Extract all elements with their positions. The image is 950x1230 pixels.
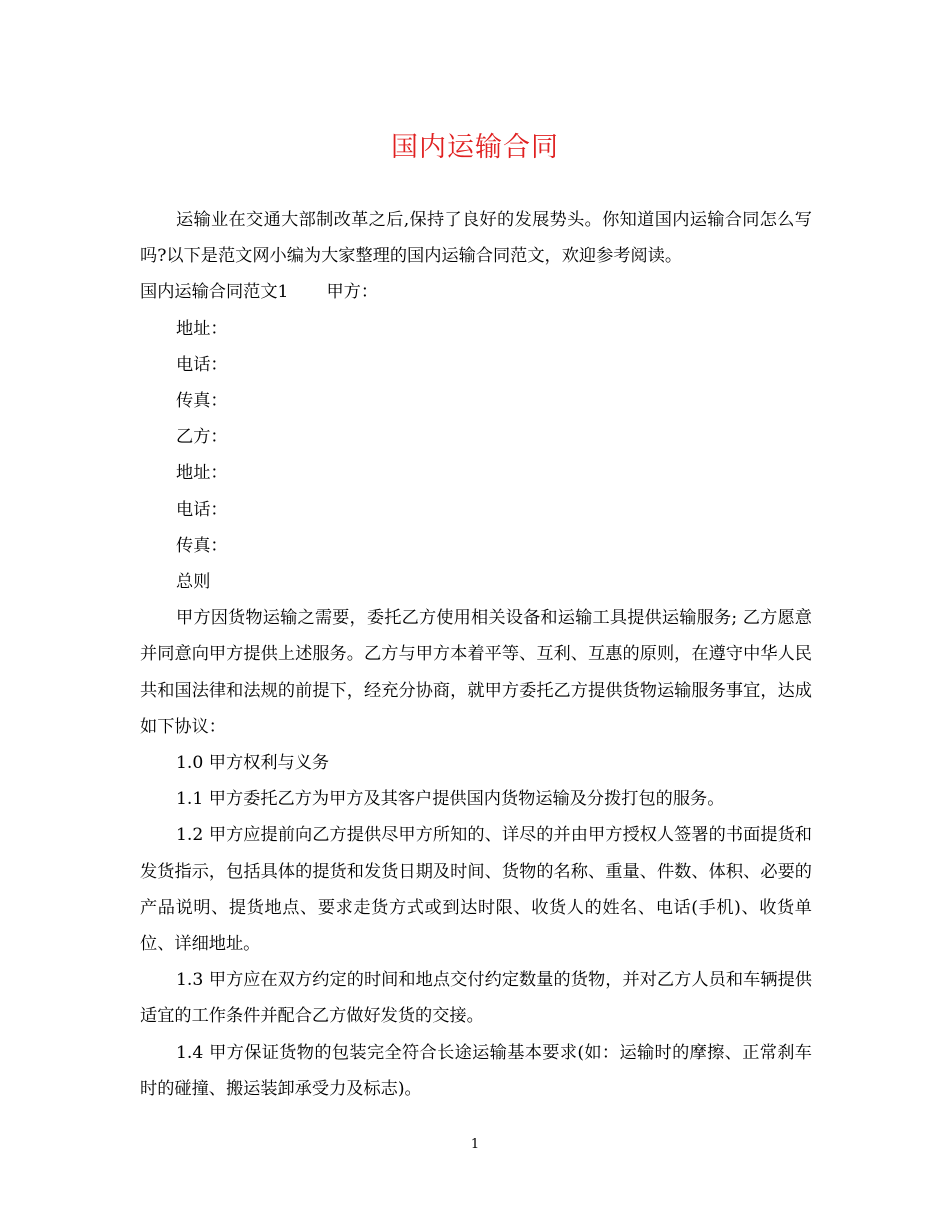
clause-1-3: 1.3 甲方应在双方约定的时间和地点交付约定数量的货物，并对乙方人员和车辆提供适宜的工作条件并配合乙方做好发货的交接。: [140, 970, 812, 1027]
party-a-label: 甲方：: [326, 282, 379, 303]
party-b-phone: 电话：: [176, 499, 228, 520]
party-a-phone: 电话：: [176, 354, 228, 375]
page-number: 1: [470, 1137, 480, 1152]
intro-paragraph: 运输业在交通大部制改革之后,保持了良好的发展势头。你知道国内运输合同怎么写吗?以下是范文网小编为大家整理的国内运输合同范文，欢迎参考阅读。: [140, 210, 812, 267]
clause-1-4: 1.4 甲方保证货物的包装完全符合长途运输基本要求(如：运输时的摩擦、正常刹车时的碰撞、搬运装卸承受力及标志)。: [140, 1042, 812, 1099]
clause-1-2: 1.2 甲方应提前向乙方提供尽甲方所知的、详尽的并由甲方授权人签署的书面提货和发货指示，包括具体的提货和发货日期及时间、货物的名称、重量、件数、体积、必要的产品说明、提货地点、要求走货方式或到达时限、收货人的姓名、电话(手机)、收货单位、详细地址。: [140, 825, 812, 955]
document-title: 国内运输合同: [391, 132, 559, 163]
party-a-address: 地址：: [176, 318, 228, 339]
sample-heading-line: [140, 274, 812, 310]
sample-heading: 国内运输合同范文1: [140, 282, 289, 303]
general-heading: 总则: [176, 572, 211, 593]
party-b-fax: 传真：: [176, 535, 228, 556]
document-body: [140, 202, 812, 1107]
clause-1-1: 1.1 甲方委托乙方为甲方及其客户提供国内货物运输及分拨打包的服务。: [176, 789, 725, 810]
party-a-fax: 传真：: [176, 391, 228, 412]
party-b-label: 乙方：: [176, 427, 228, 448]
party-b-address: 地址：: [176, 463, 228, 484]
clause-1-0: 1.0 甲方权利与义务: [176, 753, 330, 774]
general-paragraph: 甲方因货物运输之需要，委托乙方使用相关设备和运输工具提供运输服务; 乙方愿意并同意向甲方提供上述服务。乙方与甲方本着平等、互利、互惠的原则，在遵守中华人民共和国法律和法规的前提下，经充分协商，就甲方委托乙方提供货物运输服务事宜，达成如下协议：: [140, 608, 812, 737]
